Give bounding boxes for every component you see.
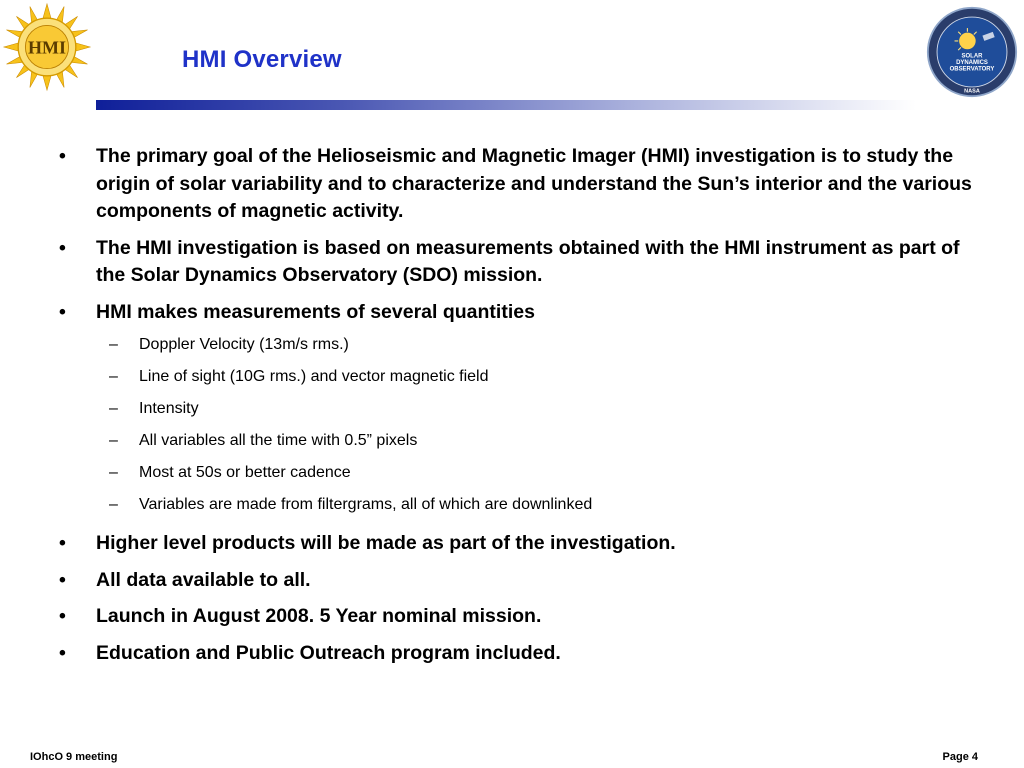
sub-bullet-item (0, 329, 1024, 361)
sub-bullet-text: Doppler Velocity (13m/s rms.) (139, 336, 349, 353)
sdo-logo-line-2: DYNAMICS (956, 59, 988, 66)
sub-bullet-item (0, 457, 1024, 489)
sub-bullet-item (0, 425, 1024, 457)
bullet-item (0, 143, 1024, 226)
bullet-text: All data available to all. (96, 568, 311, 591)
sub-bullet-text: All variables all the time with 0.5” pixels (139, 432, 418, 449)
sub-bullet-list (0, 329, 1024, 521)
sub-bullet-dash: – (109, 496, 118, 513)
bullet-mark: • (59, 605, 66, 627)
sdo-logo-line-3: OBSERVATORY (949, 66, 995, 73)
hmi-logo-text: HMI (28, 37, 66, 58)
bullet-text: The HMI investigation is based on measurements obtained with the HMI instrument as part of the Solar Dynamics Observatory (SDO) mission. (96, 236, 960, 286)
bullet-text: Higher level products will be made as part of the investigation. (96, 532, 676, 554)
bullet-mark: • (59, 532, 66, 554)
sub-bullet-dash: – (109, 432, 118, 449)
sub-bullet-dash: – (109, 400, 118, 417)
sub-bullet-text: Line of sight (10G rms.) and vector magnetic field (139, 368, 489, 385)
sub-bullet-dash: – (109, 336, 118, 353)
bullet-item (0, 299, 1024, 327)
bullet-item (0, 530, 1024, 558)
footer-meeting-name: IOhcO 9 meeting (30, 751, 118, 763)
page-title: HMI Overview (182, 46, 342, 73)
sub-bullet-text: Most at 50s or better cadence (139, 464, 351, 481)
sub-bullet-item (0, 489, 1024, 521)
sub-bullet-item (0, 361, 1024, 393)
sdo-logo-nasa: NASA (964, 88, 980, 95)
bullet-mark: • (59, 568, 66, 591)
sub-bullet-dash: – (109, 464, 118, 481)
sub-bullet-item (0, 393, 1024, 425)
slide-content (0, 143, 1024, 676)
sub-bullet-text: Variables are made from filtergrams, all of which are downlinked (139, 496, 593, 513)
bullet-text: The primary goal of the Helioseismic and Magnetic Imager (HMI) investigation is to study the origin of solar variability and to characterize and understand the Sun’s interior and the various components of magnetic activity. (96, 145, 972, 222)
sub-bullet-text: Intensity (139, 400, 199, 417)
hmi-sun-logo-icon (2, 2, 92, 92)
sdo-logo-line-1: SOLAR (961, 53, 983, 60)
title-divider-bar (96, 100, 916, 110)
bullet-item (0, 640, 1024, 668)
bullet-text: Launch in August 2008. 5 Year nominal mission. (96, 605, 542, 627)
bullet-text: Education and Public Outreach program included. (96, 641, 561, 664)
bullet-mark: • (59, 300, 66, 323)
sdo-mission-logo-icon (926, 6, 1018, 98)
sub-bullet-dash: – (109, 368, 118, 385)
bullet-item (0, 603, 1024, 631)
bullet-item (0, 567, 1024, 595)
bullet-mark: • (59, 236, 66, 259)
footer-page-number: Page 4 (942, 751, 978, 763)
bullet-mark: • (59, 641, 66, 664)
bullet-item (0, 235, 1024, 290)
bullet-text: HMI makes measurements of several quantities (96, 300, 535, 323)
bullet-mark: • (59, 145, 66, 167)
